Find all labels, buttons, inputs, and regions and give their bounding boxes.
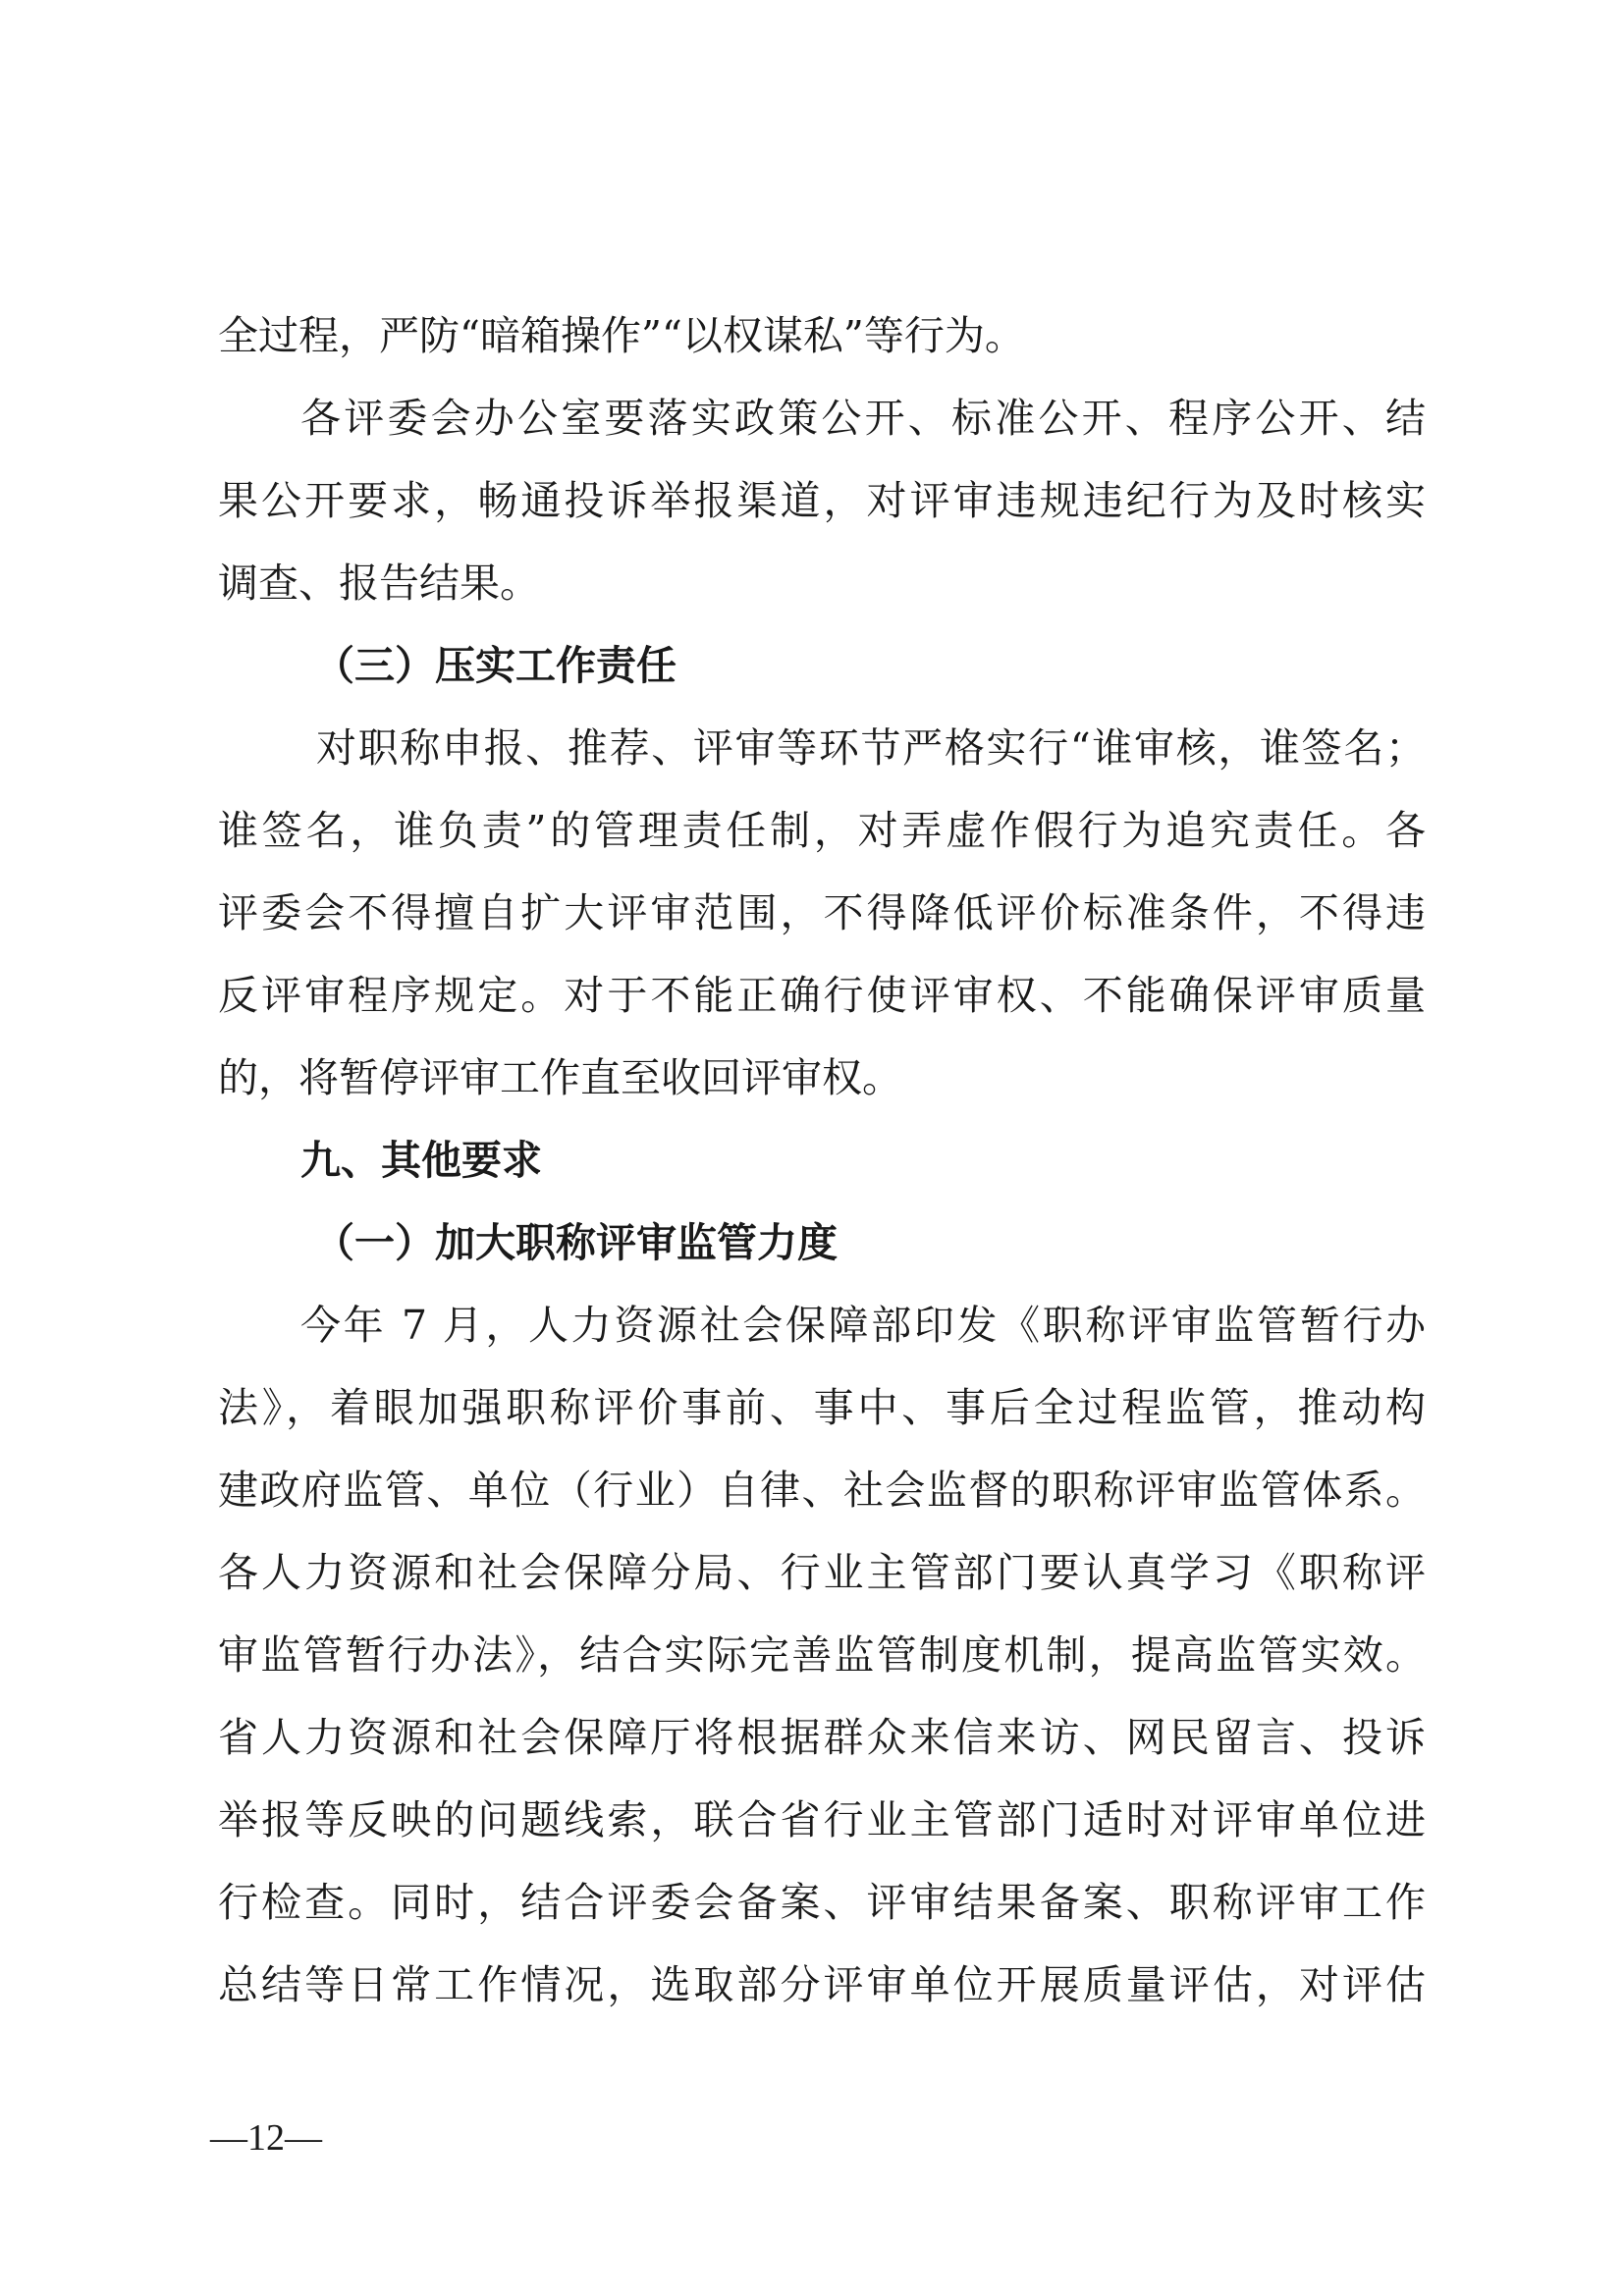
text-line: 建政府监管、单位（行业）自律、社会监督的职称评审监管体系。 bbox=[218, 1467, 1426, 1514]
text-line: 反评审程序规定。对于不能正确行使评审权、不能确保评审质量 bbox=[218, 972, 1426, 1019]
paragraph-start-line: 各评委会办公室要落实政策公开、标准公开、程序公开、结 bbox=[300, 395, 1426, 442]
text-line: 评委会不得擅自扩大评审范围，不得降低评价标准条件，不得违 bbox=[218, 889, 1426, 936]
text-line: 审监管暂行办法》，结合实际完善监管制度机制，提高监管实效。 bbox=[218, 1631, 1426, 1679]
section-heading: （一）加大职称评审监管力度 bbox=[314, 1219, 838, 1266]
chapter-heading: 九、其他要求 bbox=[300, 1137, 542, 1184]
text-line: 行检查。同时，结合评委会备案、评审结果备案、职称评审工作 bbox=[218, 1879, 1426, 1926]
text-line: 调查、报告结果。 bbox=[218, 560, 540, 607]
text-line: 谁签名，谁负责”的管理责任制，对弄虚作假行为追究责任。各 bbox=[218, 807, 1426, 854]
text-line: 果公开要求，畅通投诉举报渠道，对评审违规违纪行为及时核实 bbox=[218, 477, 1426, 524]
text-line: 各人力资源和社会保障分局、行业主管部门要认真学习《职称评 bbox=[218, 1549, 1426, 1596]
text-line: 省人力资源和社会保障厅将根据群众来信来访、网民留言、投诉 bbox=[218, 1714, 1426, 1761]
paragraph-start-line: 对职称申报、推荐、评审等环节严格实行“谁审核，谁签名； bbox=[316, 724, 1426, 772]
text-line: 总结等日常工作情况，选取部分评审单位开展质量评估，对评估 bbox=[218, 1961, 1426, 2008]
paragraph-start-line: 今年 7 月，人力资源社会保障部印发《职称评审监管暂行办 bbox=[300, 1302, 1426, 1349]
text-line: 法》，着眼加强职称评价事前、事中、事后全过程监管，推动构 bbox=[218, 1384, 1426, 1431]
section-heading: （三）压实工作责任 bbox=[314, 642, 677, 689]
text-line: 的，将暂停评审工作直至收回评审权。 bbox=[218, 1054, 902, 1101]
text-line: 举报等反映的问题线索，联合省行业主管部门适时对评审单位进 bbox=[218, 1796, 1426, 1843]
text-line: 全过程，严防“暗箱操作”“以权谋私”等行为。 bbox=[218, 312, 1025, 359]
page-number: —12— bbox=[210, 2117, 322, 2159]
